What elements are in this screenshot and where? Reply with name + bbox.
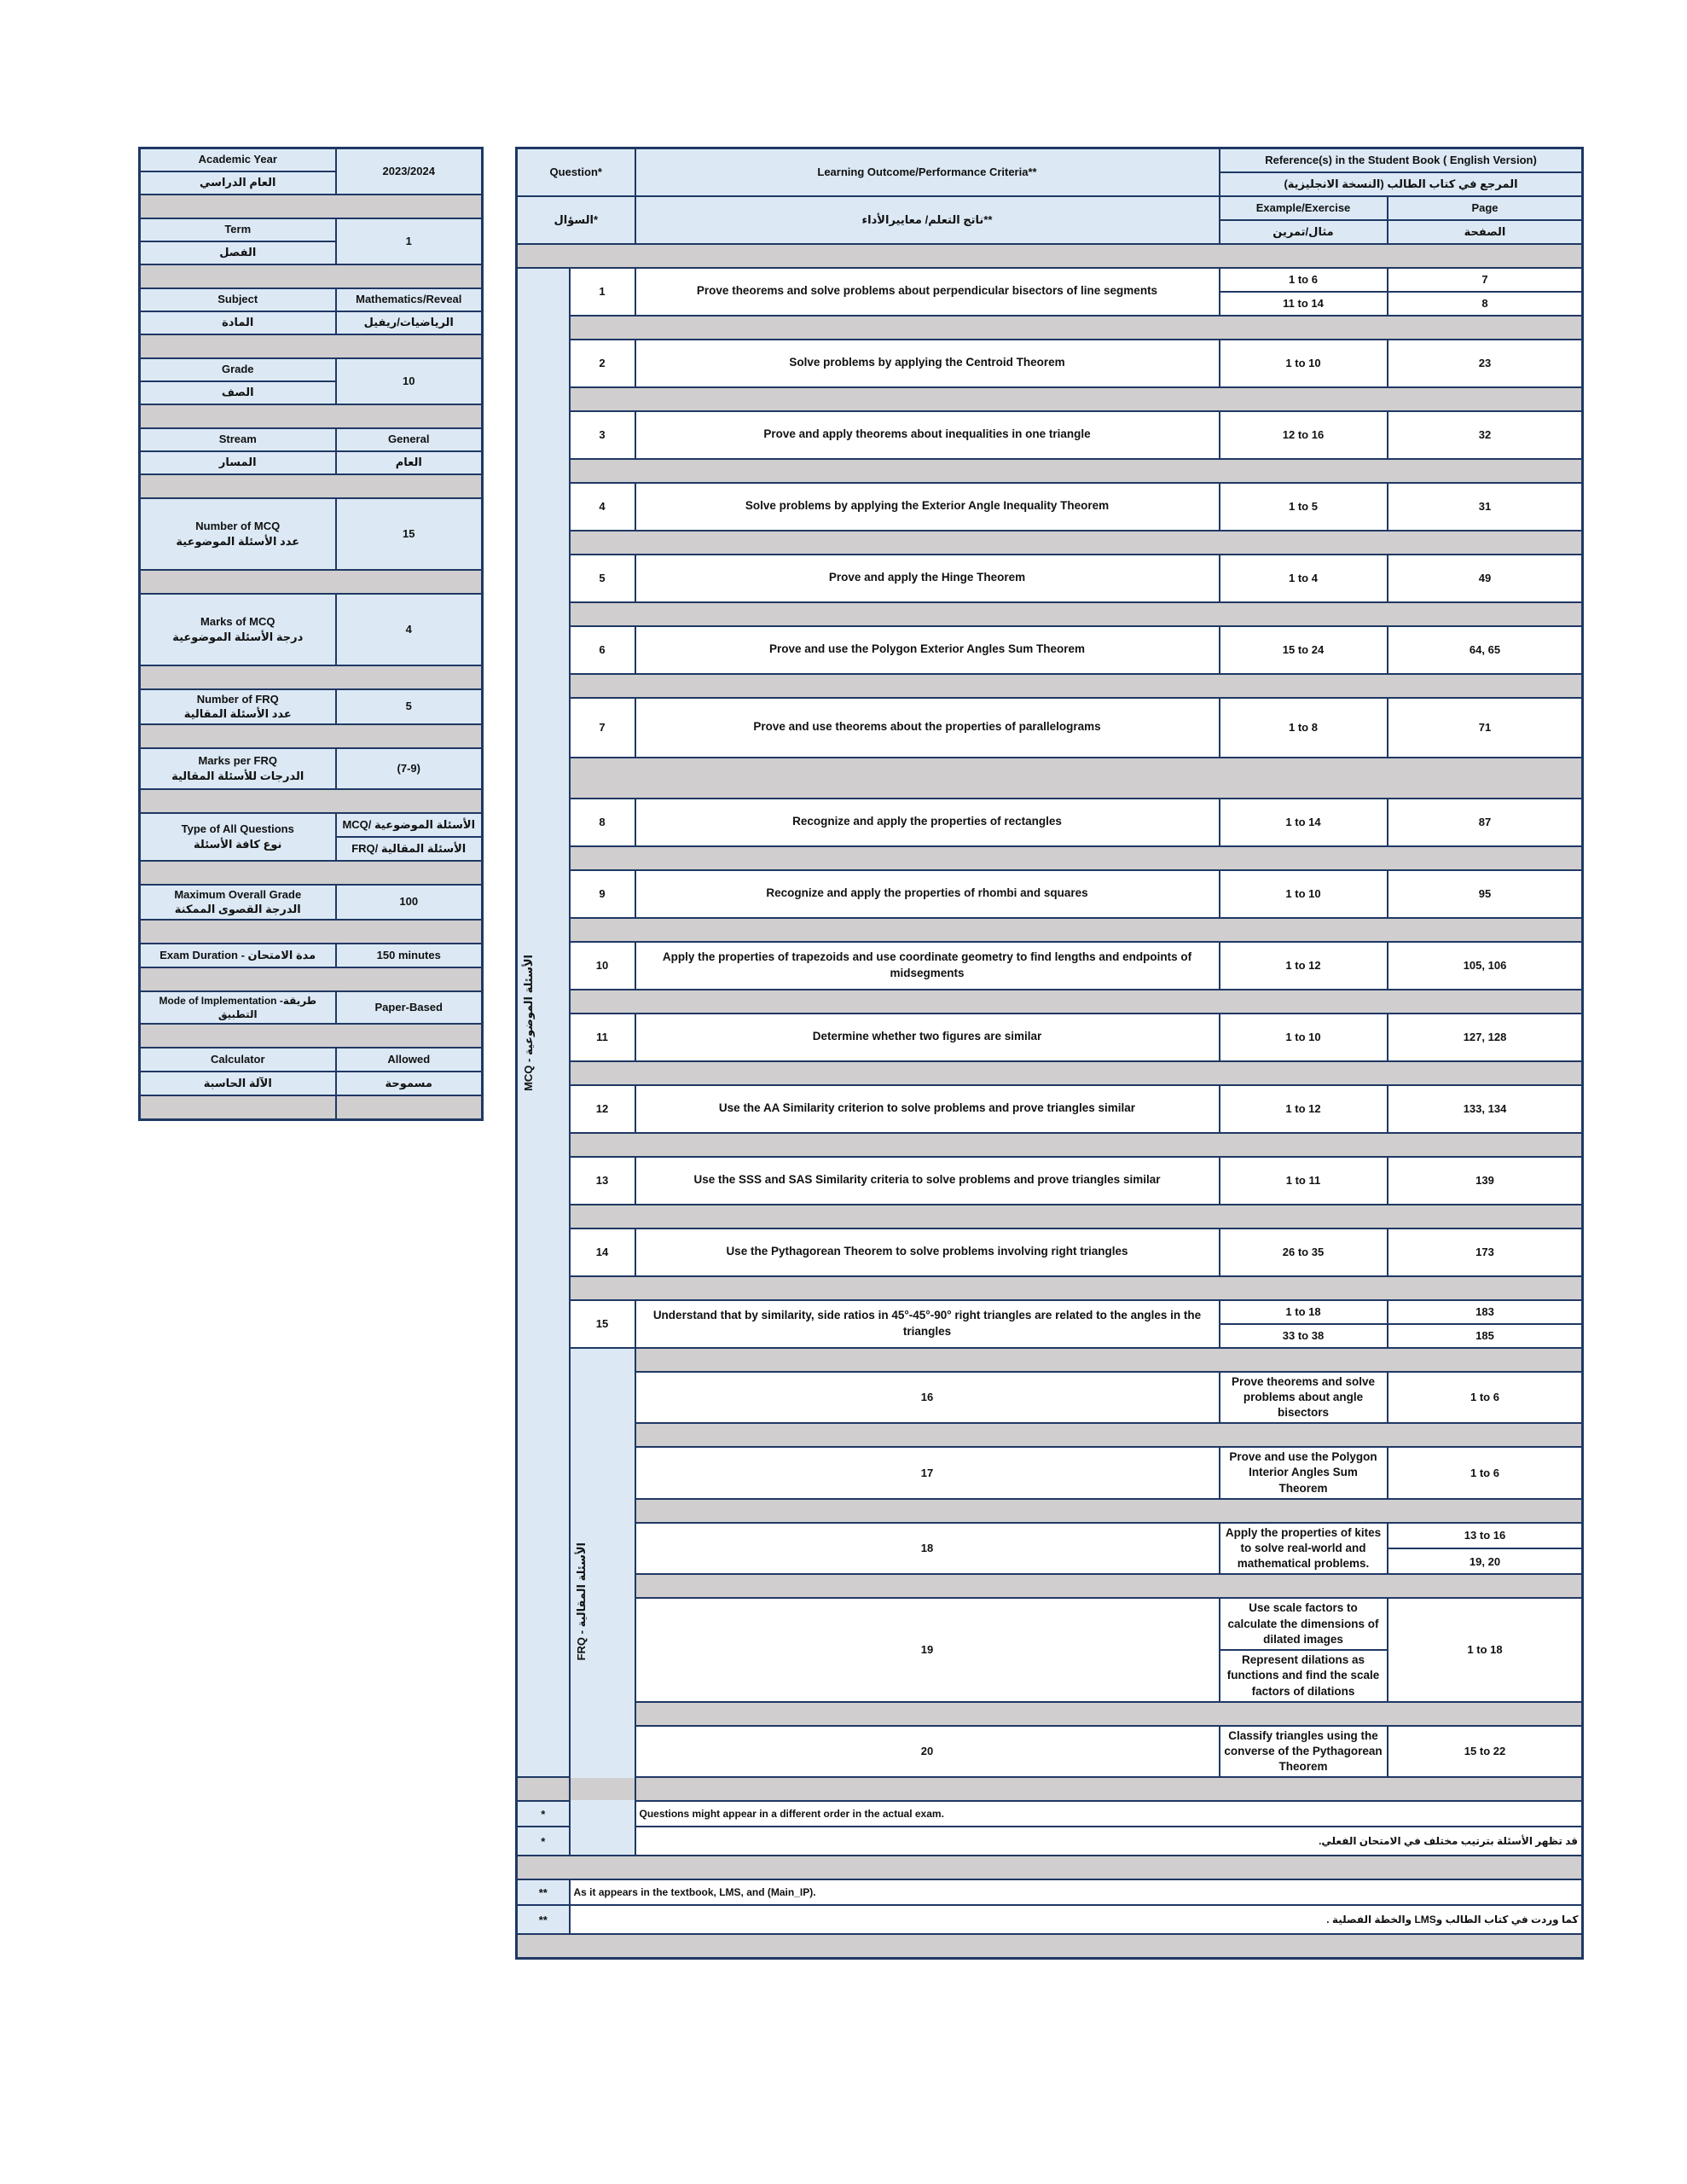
page-ref: 49: [1388, 555, 1583, 602]
frq-section-text: FRQ - الأسئلة المقالية: [574, 1542, 588, 1661]
spacer-row: [140, 861, 483, 885]
page-ref: 31: [1388, 483, 1583, 531]
info-value: 10: [336, 358, 483, 404]
mcq-section-label: [517, 268, 570, 1778]
question-number: 2: [570, 340, 635, 387]
spacer-row: [570, 531, 1583, 555]
learning-outcome: Solve problems by applying the Exterior Angle Inequality Theorem: [635, 483, 1220, 531]
info-label-en: Calculator: [140, 1048, 336, 1072]
info-value: 150 minutes: [336, 944, 483, 967]
spacer-row: [140, 404, 483, 428]
note-marker: *: [517, 1827, 570, 1856]
question-number: 4: [570, 483, 635, 531]
example-ref: 1 to 12: [1220, 1085, 1388, 1133]
info-value: 2023/2024: [336, 148, 483, 195]
learning-outcome: Determine whether two figures are similar: [635, 1014, 1220, 1061]
learning-outcome: Prove and apply theorems about inequalities in one triangle: [635, 411, 1220, 459]
question-number: 5: [570, 555, 635, 602]
example-ref: 15 to 24: [1220, 626, 1388, 674]
info-value: 5: [336, 689, 483, 724]
exam-info-table: [138, 147, 484, 1121]
page-ref: 7: [1388, 268, 1583, 292]
learning-outcome: Prove theorems and solve problems about perpendicular bisectors of line segments: [635, 268, 1220, 316]
learning-outcome: Solve problems by applying the Centroid Theorem: [635, 340, 1220, 387]
spacer-row: [570, 1061, 1583, 1085]
learning-outcomes-table: [515, 147, 1584, 1960]
spacer-row: [570, 758, 1583, 799]
page-ref: 64, 65: [1388, 626, 1583, 674]
info-label-ar: الآلة الحاسبة: [140, 1072, 336, 1095]
learning-outcome: Recognize and apply the properties of rectangles: [635, 799, 1220, 846]
question-number: 12: [570, 1085, 635, 1133]
spacer-row: [635, 1423, 1583, 1447]
info-label-ar: الدرجات للأسئلة المقالية: [171, 769, 304, 782]
info-value: General: [336, 428, 483, 451]
question-number: 19: [635, 1598, 1220, 1701]
header-page-ar: الصفحة: [1388, 220, 1583, 244]
info-label-en: Maximum Overall Grade: [174, 887, 302, 901]
learning-outcome: Prove theorems and solve problems about angle bisectors: [1220, 1372, 1388, 1424]
question-number: 14: [570, 1228, 635, 1276]
example-ref: 13 to 16: [1388, 1523, 1583, 1548]
question-number: 16: [635, 1372, 1220, 1424]
info-label-en: Number of MCQ: [195, 519, 281, 532]
mcq-section-text: MCQ - الأسئلة الموضوعية: [522, 954, 535, 1091]
info-label-en: Marks of MCQ: [200, 614, 275, 628]
note-text-ar: قد تظهر الأسئلة بترتيب مختلف في الامتحان الفعلي.: [635, 1827, 1583, 1856]
header-page-en: Page: [1388, 196, 1583, 220]
spacer-row: [570, 990, 1583, 1014]
info-value: Paper-Based: [336, 991, 483, 1024]
example-ref: 15 to 22: [1388, 1726, 1583, 1778]
example-ref: 1 to 6: [1220, 268, 1388, 292]
info-label: [140, 748, 336, 789]
header-question-ar: السؤال*: [517, 196, 635, 244]
page-ref: 173: [1388, 1228, 1583, 1276]
info-label-en: Term: [140, 218, 336, 241]
example-ref: 1 to 5: [1220, 483, 1388, 531]
learning-outcome: Prove and apply the Hinge Theorem: [635, 555, 1220, 602]
learning-outcome: Prove and use theorems about the properties of parallelograms: [635, 698, 1220, 758]
info-value: (7-9): [336, 748, 483, 789]
spacer-row: [570, 846, 1583, 870]
info-label-en: Number of FRQ: [196, 692, 279, 706]
spacer-row: [570, 918, 1583, 942]
learning-outcome: Prove and use the Polygon Interior Angles Sum Theorem: [1220, 1447, 1388, 1499]
info-label: [140, 813, 336, 861]
info-label-en: Exam Duration - مدة الامتحان: [140, 944, 336, 967]
learning-outcome: Use scale factors to calculate the dimensions of dilated images: [1220, 1598, 1388, 1650]
question-number: 8: [570, 799, 635, 846]
info-label-en: Marks per FRQ: [198, 754, 277, 768]
info-label-en: Stream: [140, 428, 336, 451]
spacer-row: [570, 1133, 1583, 1157]
info-value: 15: [336, 498, 483, 570]
spacer-row: [140, 195, 483, 218]
example-ref: 26 to 35: [1220, 1228, 1388, 1276]
info-label-ar: الصف: [140, 381, 336, 404]
page-ref: 127, 128: [1388, 1014, 1583, 1061]
learning-outcome: Recognize and apply the properties of rhombi and squares: [635, 870, 1220, 918]
info-value-ar: العام: [336, 451, 483, 474]
learning-outcome: Apply the properties of trapezoids and use coordinate geometry to find lengths and endpoints of midsegments: [635, 942, 1220, 990]
spacer-row: [140, 474, 483, 498]
example-ref: 1 to 10: [1220, 1014, 1388, 1061]
example-ref: 1 to 4: [1220, 555, 1388, 602]
question-number: 13: [570, 1157, 635, 1205]
info-label: [140, 498, 336, 570]
question-number: 10: [570, 942, 635, 990]
learning-outcome: Use the AA Similarity criterion to solve problems and prove triangles similar: [635, 1085, 1220, 1133]
spacer-row: [635, 1574, 1583, 1598]
info-label-ar: درجة الأسئلة الموضوعية: [172, 630, 304, 643]
page-ref: 105, 106: [1388, 942, 1583, 990]
spacer-row: [140, 665, 483, 689]
info-label-ar: الدرجة القصوى الممكنة: [174, 903, 301, 916]
question-number: 18: [635, 1523, 1220, 1575]
spacer-row: [570, 459, 1583, 483]
spacer-row: [570, 602, 1583, 626]
info-value: 100: [336, 885, 483, 920]
note-marker: *: [517, 1801, 570, 1827]
info-label-en: Academic Year: [140, 148, 336, 171]
info-value: Allowed: [336, 1048, 483, 1072]
header-reference-ar: المرجع في كتاب الطالب (النسخة الانجليزية): [1220, 172, 1583, 196]
spacer-row: [570, 674, 1583, 698]
example-ref: 1 to 12: [1220, 942, 1388, 990]
example-ref: 1 to 14: [1220, 799, 1388, 846]
example-ref: 12 to 16: [1220, 411, 1388, 459]
info-label-ar: نوع كافة الأسئلة: [194, 837, 282, 851]
learning-outcome: Use the Pythagorean Theorem to solve problems involving right triangles: [635, 1228, 1220, 1276]
spacer-row: [635, 1348, 1583, 1372]
spacer-row: [140, 967, 483, 991]
page-ref: 87: [1388, 799, 1583, 846]
info-label-ar: المادة: [140, 311, 336, 334]
spacer-row: [635, 1702, 1583, 1726]
spacer-row: [140, 920, 483, 944]
info-label-ar: العام الدراسي: [140, 171, 336, 195]
question-number: 17: [635, 1447, 1220, 1499]
spacer-cell: [336, 1095, 483, 1119]
example-ref: 1 to 6: [1388, 1372, 1583, 1424]
note-marker: **: [517, 1905, 570, 1934]
learning-outcome: Represent dilations as functions and find the scale factors of dilations: [1220, 1650, 1388, 1702]
header-example-ar: مثال/تمرين: [1220, 220, 1388, 244]
note-text-ar: كما وردت في كتاب الطالب وLMS والخطة الفصلية .: [570, 1905, 1583, 1934]
example-ref: 1 to 10: [1220, 340, 1388, 387]
info-value-ar: FRQ/ الأسئلة المقالية: [336, 837, 483, 861]
learning-outcome: Classify triangles using the converse of the Pythagorean Theorem: [1220, 1726, 1388, 1778]
spacer-row: [635, 1499, 1583, 1523]
spacer-row: [140, 724, 483, 748]
header-question-en: Question*: [517, 148, 635, 196]
info-label-ar: المسار: [140, 451, 336, 474]
info-label-ar: عدد الأسئلة الموضوعية: [176, 534, 300, 548]
page-ref: 133, 134: [1388, 1085, 1583, 1133]
question-number: 15: [570, 1300, 635, 1348]
info-value-ar: مسموحة: [336, 1072, 483, 1095]
learning-outcome: Apply the properties of kites to solve real-world and mathematical problems.: [1220, 1523, 1388, 1575]
spacer-row: [517, 1934, 1583, 1958]
spacer-row: [140, 334, 483, 358]
page-ref: 71: [1388, 698, 1583, 758]
spacer-row: [517, 1856, 1583, 1879]
info-label: [140, 689, 336, 724]
spacer-row: [140, 264, 483, 288]
info-value: Mathematics/Reveal: [336, 288, 483, 311]
spacer-cell: [140, 1095, 336, 1119]
spacer-row: [140, 570, 483, 594]
header-outcome-ar: ناتج التعلم/ معاييرالأداء**: [635, 196, 1220, 244]
spacer-row: [570, 1205, 1583, 1228]
question-number: 1: [570, 268, 635, 316]
question-number: 11: [570, 1014, 635, 1061]
example-ref: 33 to 38: [1220, 1324, 1388, 1348]
example-ref: 1 to 8: [1220, 698, 1388, 758]
spacer-row: [140, 1024, 483, 1048]
note-marker: **: [517, 1879, 570, 1905]
question-number: 3: [570, 411, 635, 459]
spacer-row: [140, 789, 483, 813]
question-number: 20: [635, 1726, 1220, 1778]
page-ref: 95: [1388, 870, 1583, 918]
header-reference-en: Reference(s) in the Student Book ( English Version): [1220, 148, 1583, 172]
question-number: 6: [570, 626, 635, 674]
example-ref: 1 to 18: [1220, 1300, 1388, 1324]
example-ref: 1 to 6: [1388, 1447, 1583, 1499]
info-label-en: Type of All Questions: [181, 822, 294, 836]
learning-outcome: Prove and use the Polygon Exterior Angles Sum Theorem: [635, 626, 1220, 674]
page-ref: 8: [1388, 292, 1583, 316]
info-label-en: Subject: [140, 288, 336, 311]
info-value: 4: [336, 594, 483, 665]
example-ref: 1 to 10: [1220, 870, 1388, 918]
example-ref: 1 to 11: [1220, 1157, 1388, 1205]
page-ref: 183: [1388, 1300, 1583, 1324]
page-ref: 32: [1388, 411, 1583, 459]
example-ref: 1 to 18: [1388, 1598, 1583, 1701]
example-ref: 19, 20: [1388, 1548, 1583, 1574]
info-label-ar: عدد الأسئلة المقالية: [183, 707, 292, 721]
info-label-en: Mode of Implementation -طريقة التطبيق: [140, 991, 336, 1024]
note-text-en: Questions might appear in a different order in the actual exam.: [635, 1801, 1583, 1827]
page-ref: 185: [1388, 1324, 1583, 1348]
spacer-row: [570, 1276, 1583, 1300]
learning-outcome: Understand that by similarity, side ratios in 45°-45°-90° right triangles are related to the angles in the triangles: [635, 1300, 1220, 1348]
info-value: MCQ/ الأسئلة الموضوعية: [336, 813, 483, 837]
info-label-en: Grade: [140, 358, 336, 381]
page-ref: 23: [1388, 340, 1583, 387]
info-value: 1: [336, 218, 483, 264]
question-number: 9: [570, 870, 635, 918]
info-label: [140, 885, 336, 920]
spacer-row: [570, 316, 1583, 340]
info-value-ar: الرياضيات/ريفيل: [336, 311, 483, 334]
example-ref: 11 to 14: [1220, 292, 1388, 316]
spacer-row: [517, 1777, 1583, 1801]
info-label: [140, 594, 336, 665]
note-text-en: As it appears in the textbook, LMS, and (Main_IP).: [570, 1879, 1583, 1905]
header-example-en: Example/Exercise: [1220, 196, 1388, 220]
spacer-row: [517, 244, 1583, 268]
spacer-row: [570, 387, 1583, 411]
question-number: 7: [570, 698, 635, 758]
info-label-ar: الفصل: [140, 241, 336, 264]
header-outcome-en: Learning Outcome/Performance Criteria**: [635, 148, 1220, 196]
page-ref: 139: [1388, 1157, 1583, 1205]
learning-outcome: Use the SSS and SAS Similarity criteria to solve problems and prove triangles similar: [635, 1157, 1220, 1205]
